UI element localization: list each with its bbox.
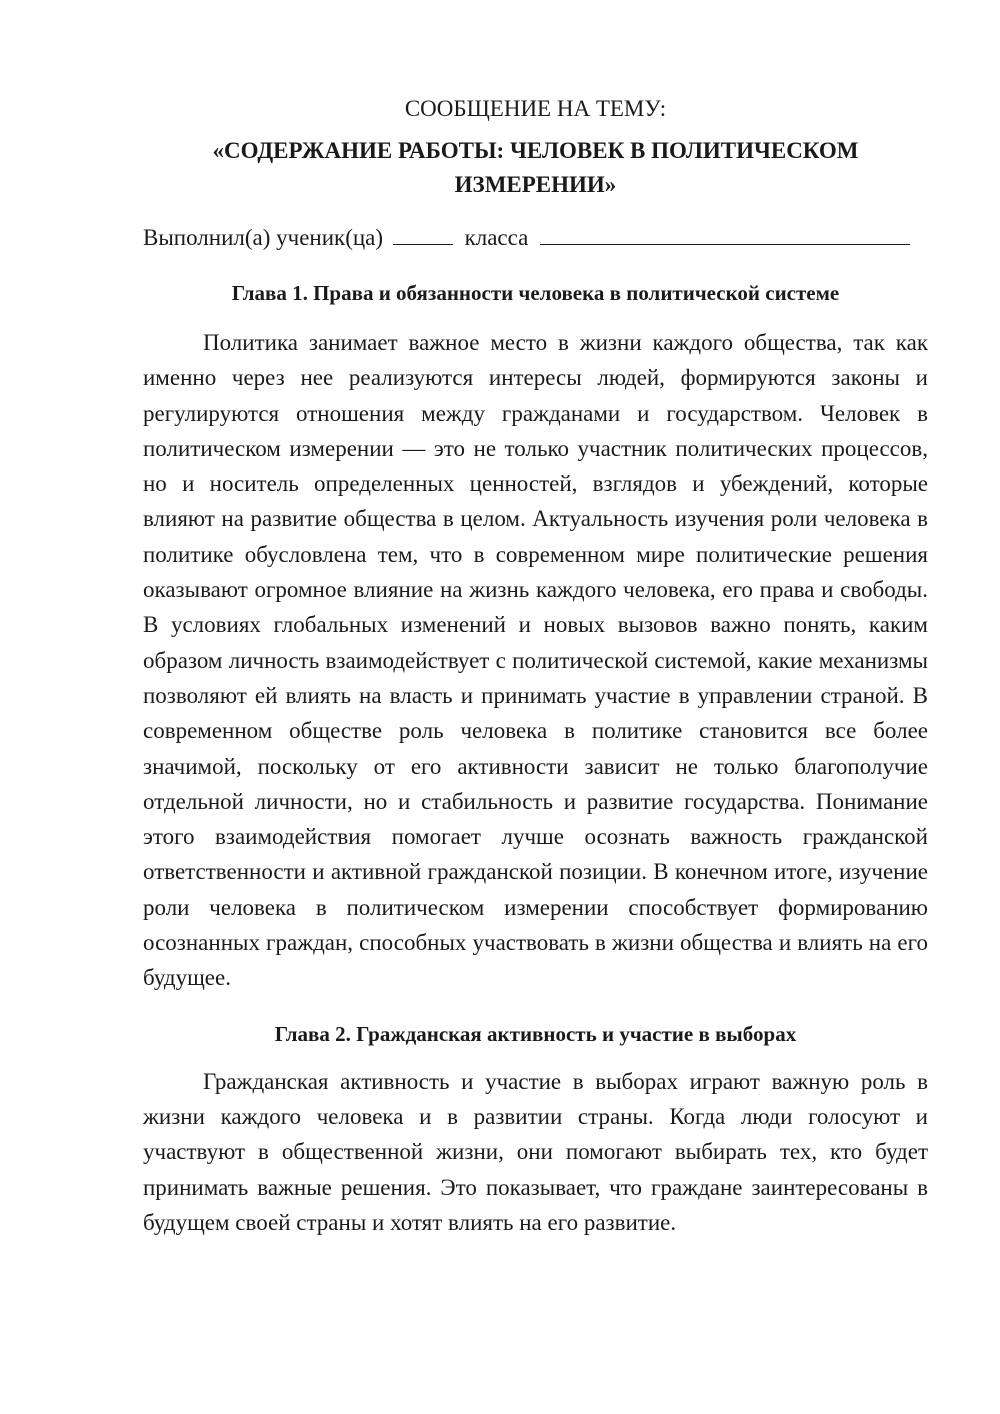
topic-label: СООБЩЕНИЕ НА ТЕМУ: bbox=[404, 96, 667, 121]
author-line bbox=[143, 220, 928, 255]
document-page bbox=[143, 92, 928, 1240]
chapter-2-paragraph: Гражданская активность и участие в выборах играют важную роль в жизни каждого человека и в развитии страны. Когда люди голосуют и участвуют в общественной жизни, они помогают выбирать тех, кто будет принимать важные решения. Это показывает, что граждане заинтересованы в будущем своей страны и хотят влиять на его развитие. bbox=[143, 1068, 928, 1235]
document-title: «СОДЕРЖАНИЕ РАБОТЫ: ЧЕЛОВЕК В ПОЛИТИЧЕСКОМ ИЗМЕРЕНИИ» bbox=[212, 138, 859, 197]
class-label: класса bbox=[464, 225, 529, 250]
author-prefix: Выполнил(а) ученик(ца) bbox=[143, 225, 384, 250]
grade-blank-field[interactable] bbox=[393, 220, 453, 245]
chapter-1-heading: Глава 1. Права и обязанности человека в политической системе bbox=[231, 281, 840, 305]
chapter-2-heading: Глава 2. Гражданская активность и участие в выборах bbox=[274, 1021, 797, 1046]
chapter-1-paragraph: Политика занимает важное место в жизни каждого общества, так как именно через нее реализуются интересы людей, формируются законы и регулируются отношения между гражданами и государством. Человек в политическом измерении — это не только участник политических процессов, но и носитель определенных ценностей, взглядов и убеждений, которые влияют на развитие общества в целом. Актуальность изучения роли человека в политике обусловлена тем, что в современном мире политические решения оказывают огромное влияние на жизнь каждого человека, его права и свободы. В условиях глобальных изменений и новых вызовов важно понять, каким образом личность взаимодействует с политической системой, какие механизмы позволяют ей влиять на власть и принимать участие в управлении страной. В современном обществе роль человека в политике становится все более значимой, поскольку от его активности зависит не только благополучие отдельной личности, но и стабильность и развитие государства. Понимание этого взаимодействия помогает лучше осознать важность гражданской ответственности и активной гражданской позиции. В конечном итоге, изучение роли человека в политическом измерении способствует формированию осознанных граждан, способных участвовать в жизни общества и влиять на его будущее. bbox=[143, 330, 928, 991]
class-blank-field[interactable] bbox=[540, 220, 910, 245]
